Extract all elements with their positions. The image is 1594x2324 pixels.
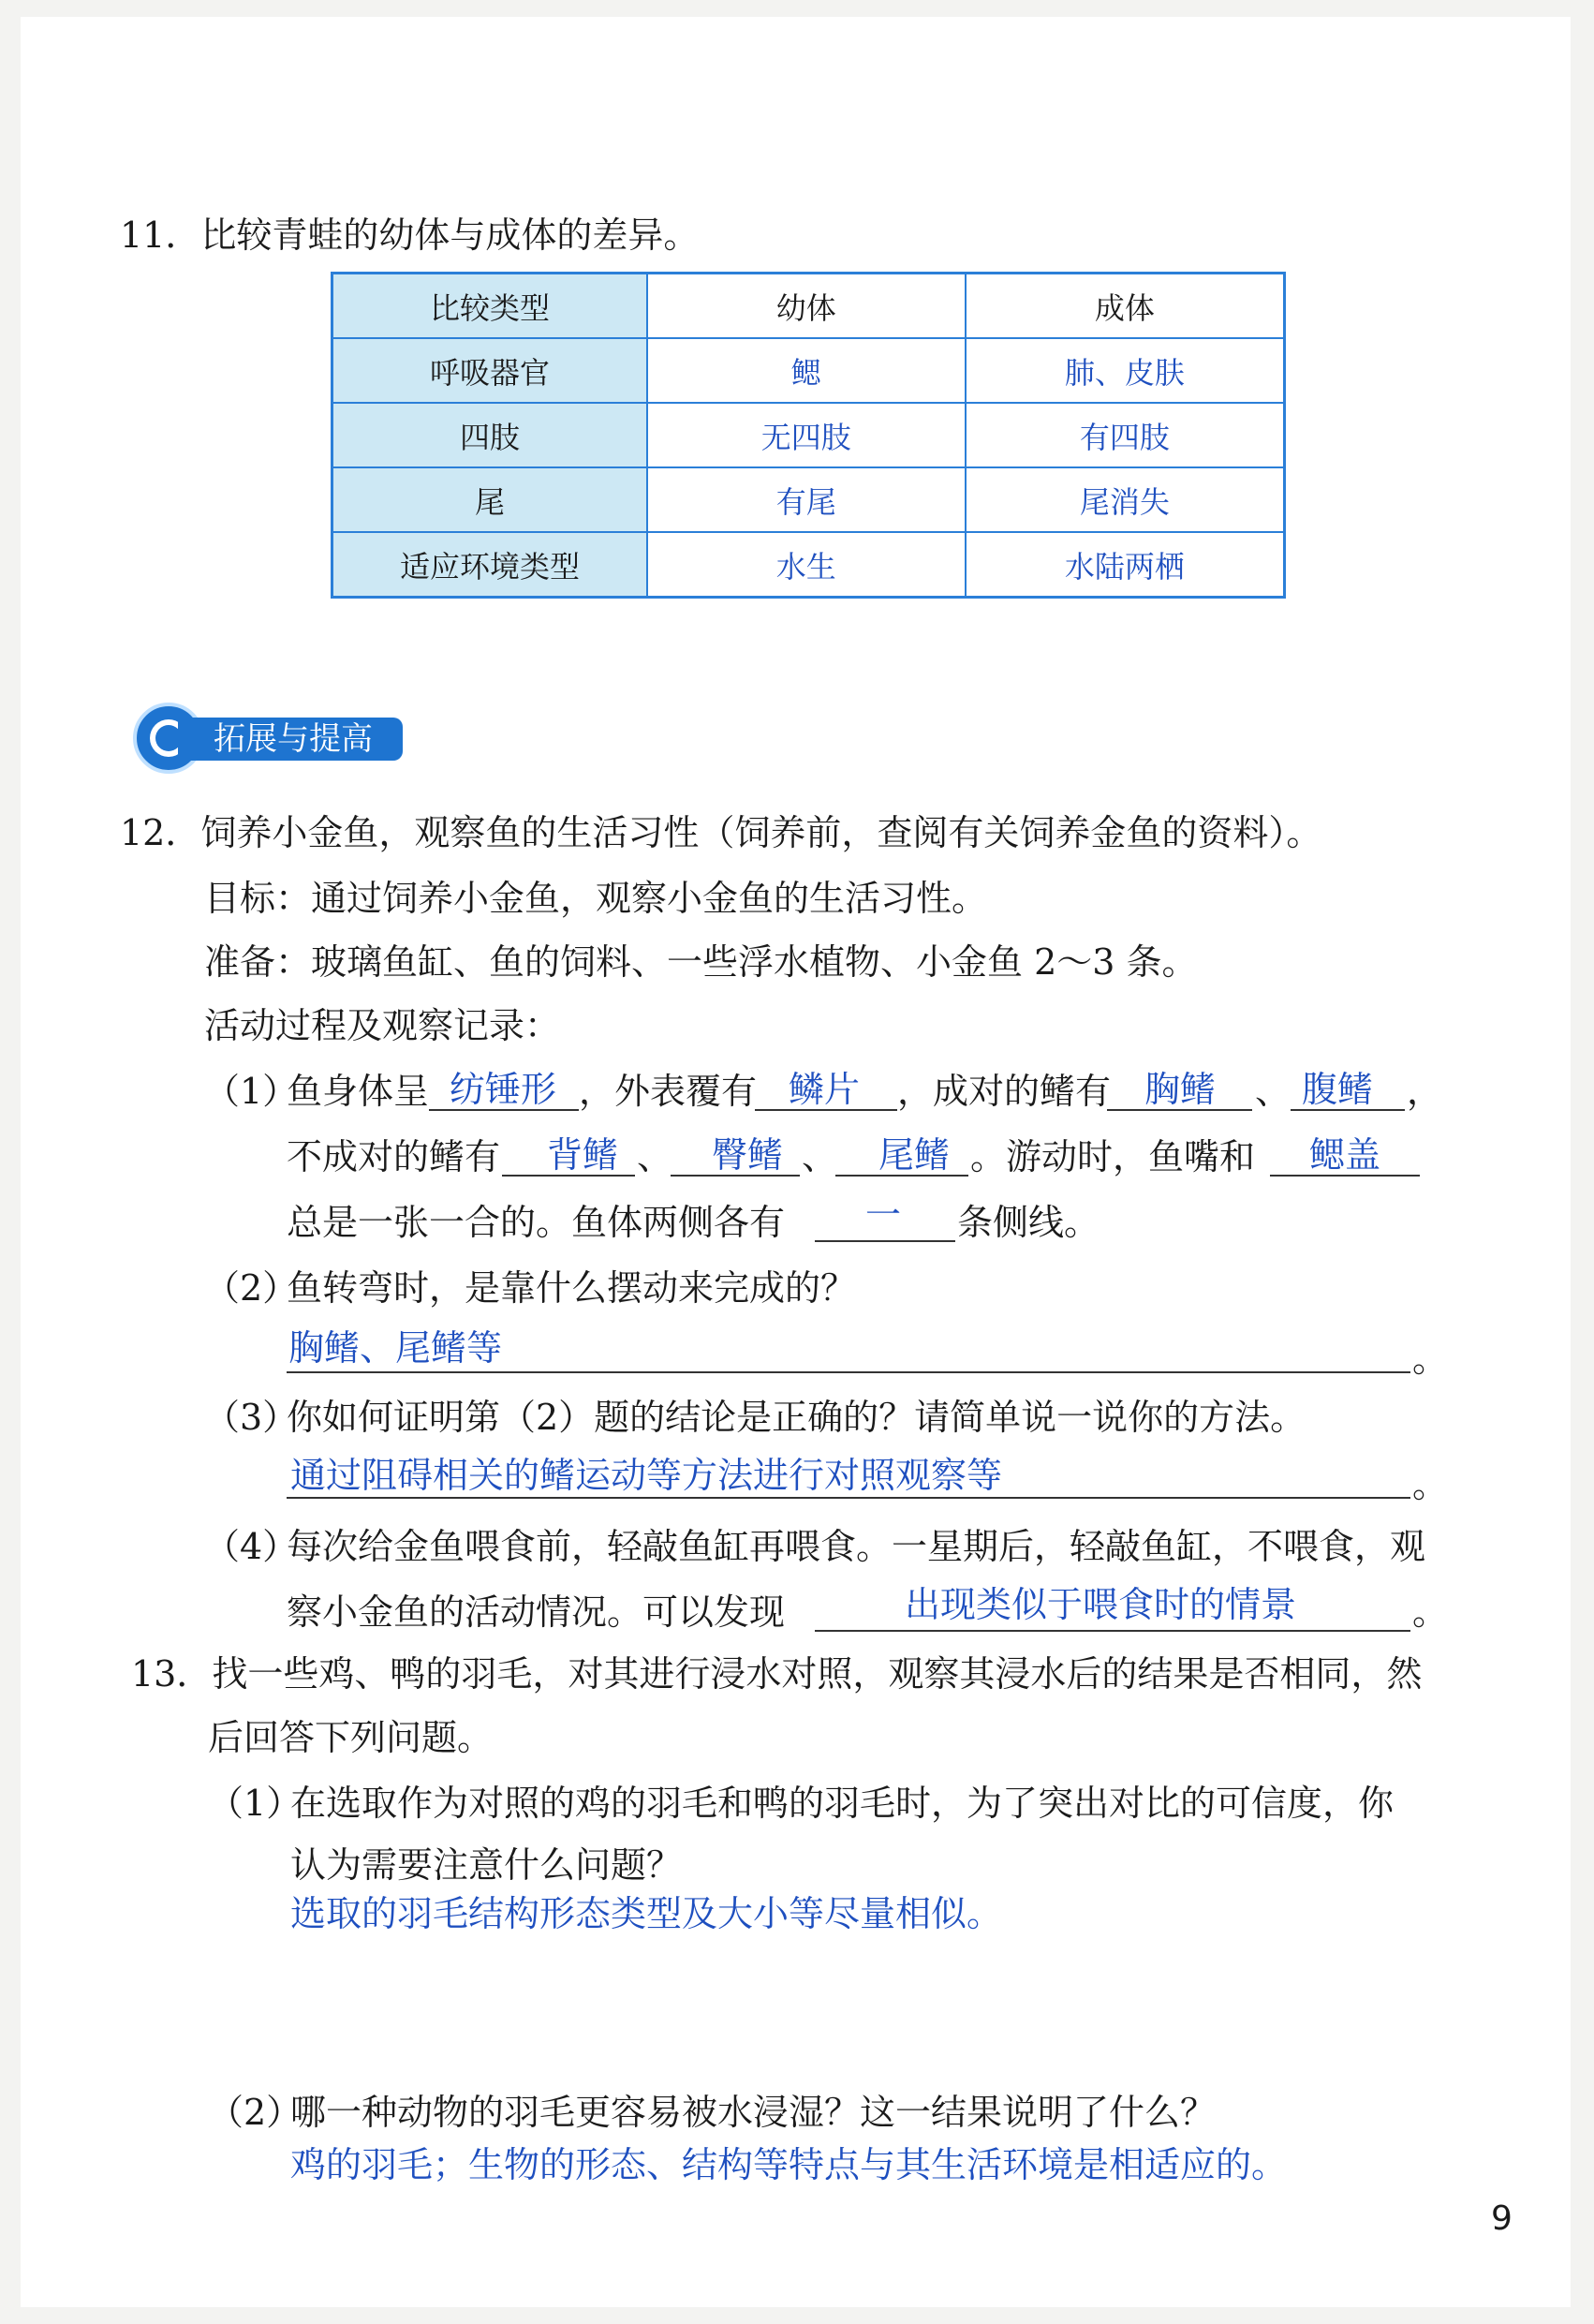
q12-p3-question: 你如何证明第（2）题的结论是正确的？请简单说一说你的方法。 [287, 1397, 1306, 1438]
q12-p4-end: 。 [1412, 1591, 1449, 1633]
q12-p3-num: （3） [204, 1397, 299, 1438]
q13-p2-num: （2） [208, 2092, 303, 2133]
answer-unpaired-fin-3: 尾鳍 [878, 1134, 951, 1176]
table-row [332, 274, 1285, 339]
section-title: 拓展与提高 [178, 718, 403, 761]
adult-answer: 有四肢 [966, 403, 1285, 467]
table-row [332, 467, 1285, 532]
q13-text-1: 13．找一些鸡、鸭的羽毛，对其进行浸水对照，观察其浸水后的结果是否相同，然 [131, 1653, 1423, 1695]
larva-answer: 无四肢 [647, 403, 966, 467]
q12-p1-text4: 、 [1255, 1071, 1291, 1112]
q12-p1-text11: 条侧线。 [957, 1202, 1100, 1243]
adult-answer: 肺、皮肤 [966, 338, 1285, 403]
table-row [332, 532, 1285, 598]
q12-p1-text5: ， [1407, 1071, 1443, 1112]
answer-gill-cover: 鳃盖 [1309, 1134, 1381, 1176]
answer-paired-fin-2: 腹鳍 [1302, 1069, 1374, 1110]
q13-p1-answer: 选取的羽毛结构形态类型及大小等尽量相似。 [290, 1893, 1003, 1934]
row-label: 适应环境类型 [332, 532, 647, 598]
table-row [332, 338, 1285, 403]
row-label: 尾 [332, 467, 647, 532]
q12-goal: 目标：通过饲养小金鱼，观察小金鱼的生活习性。 [204, 878, 988, 919]
answer-underline [815, 1630, 1410, 1632]
answer-unpaired-fin-2: 臀鳍 [712, 1134, 784, 1176]
q13-p2-question: 哪一种动物的羽毛更容易被水浸湿？这一结果说明了什么？ [290, 2092, 1217, 2133]
q12-p1-text8: 、 [802, 1136, 838, 1177]
adult-answer: 尾消失 [966, 467, 1285, 532]
q12-p2-question: 鱼转弯时，是靠什么摆动来完成的？ [287, 1267, 857, 1309]
table-header-larva: 幼体 [647, 274, 966, 339]
q11-text: 11．比较青蛙的幼体与成体的差异。 [120, 215, 700, 256]
section-header [133, 703, 405, 774]
answer-underline [287, 1371, 1410, 1373]
table-header-adult: 成体 [966, 274, 1285, 339]
row-label: 呼吸器官 [332, 338, 647, 403]
q12-p4-question-1: 每次给金鱼喂食前，轻敲鱼缸再喂食。一星期后，轻敲鱼缸，不喂食，观 [287, 1526, 1426, 1567]
larva-answer: 鳃 [647, 338, 966, 403]
adult-answer: 水陆两栖 [966, 532, 1285, 598]
q12-prep: 准备：玻璃鱼缸、鱼的饲料、一些浮水植物、小金鱼 2～3 条。 [204, 941, 1198, 983]
comparison-table [331, 272, 1286, 599]
page-number: 9 [1491, 2199, 1513, 2238]
q12-p4-num: （4） [204, 1526, 299, 1567]
answer-lateral-line-count: 一 [865, 1194, 902, 1236]
q13-p1-question-2: 认为需要注意什么问题？ [290, 1844, 683, 1886]
q12-p1-text7: 、 [637, 1136, 673, 1177]
larva-answer: 有尾 [647, 467, 966, 532]
q13-p1-num: （1） [208, 1783, 303, 1824]
q12-p1-text2: ，外表覆有 [579, 1071, 758, 1112]
answer-paired-fin-1: 胸鳍 [1144, 1069, 1217, 1110]
q12-process: 活动过程及观察记录： [204, 1005, 561, 1046]
q13-p1-question-1: 在选取作为对照的鸡的羽毛和鸭的羽毛时，为了突出对比的可信度，你 [290, 1783, 1395, 1824]
answer-shape: 纺锤形 [450, 1069, 557, 1110]
q12-p3-end: 。 [1412, 1464, 1449, 1505]
q12-p2-num: （2） [204, 1267, 299, 1309]
answer-cover: 鳞片 [789, 1069, 861, 1110]
q12-p1-text1: 鱼身体呈 [287, 1071, 430, 1112]
q12-p4-answer: 出现类似于喂食时的情景 [905, 1584, 1297, 1625]
larva-answer: 水生 [647, 532, 966, 598]
q12-p1-text10: 总是一张一合的。鱼体两侧各有 [287, 1202, 786, 1243]
q12-p2-end: 。 [1412, 1339, 1449, 1380]
answer-underline [287, 1497, 1410, 1499]
q12-p2-answer: 胸鳍、尾鳍等 [288, 1327, 503, 1369]
answer-underline [815, 1240, 955, 1242]
q13-p2-answer: 鸡的羽毛；生物的形态、结构等特点与其生活环境是相适应的。 [290, 2144, 1288, 2185]
q12-p4-question-2: 察小金鱼的活动情况。可以发现 [287, 1591, 786, 1633]
row-label: 四肢 [332, 403, 647, 467]
q12-p1-text3: ，成对的鳍有 [897, 1071, 1112, 1112]
table-header-type: 比较类型 [332, 274, 647, 339]
table-row [332, 403, 1285, 467]
q13-text-2: 后回答下列问题。 [208, 1717, 494, 1758]
answer-unpaired-fin-1: 背鳍 [547, 1134, 619, 1176]
q12-p1-text6: 不成对的鳍有 [287, 1136, 501, 1177]
q12-p3-answer: 通过阻碍相关的鳍运动等方法进行对照观察等 [290, 1455, 1003, 1496]
q12-text: 12．饲养小金鱼，观察鱼的生活习性（饲养前，查阅有关饲养金鱼的资料）。 [120, 812, 1322, 853]
q12-p1-text9: 。游动时，鱼嘴和 [970, 1136, 1256, 1177]
q12-p1-num: （1） [204, 1071, 299, 1112]
